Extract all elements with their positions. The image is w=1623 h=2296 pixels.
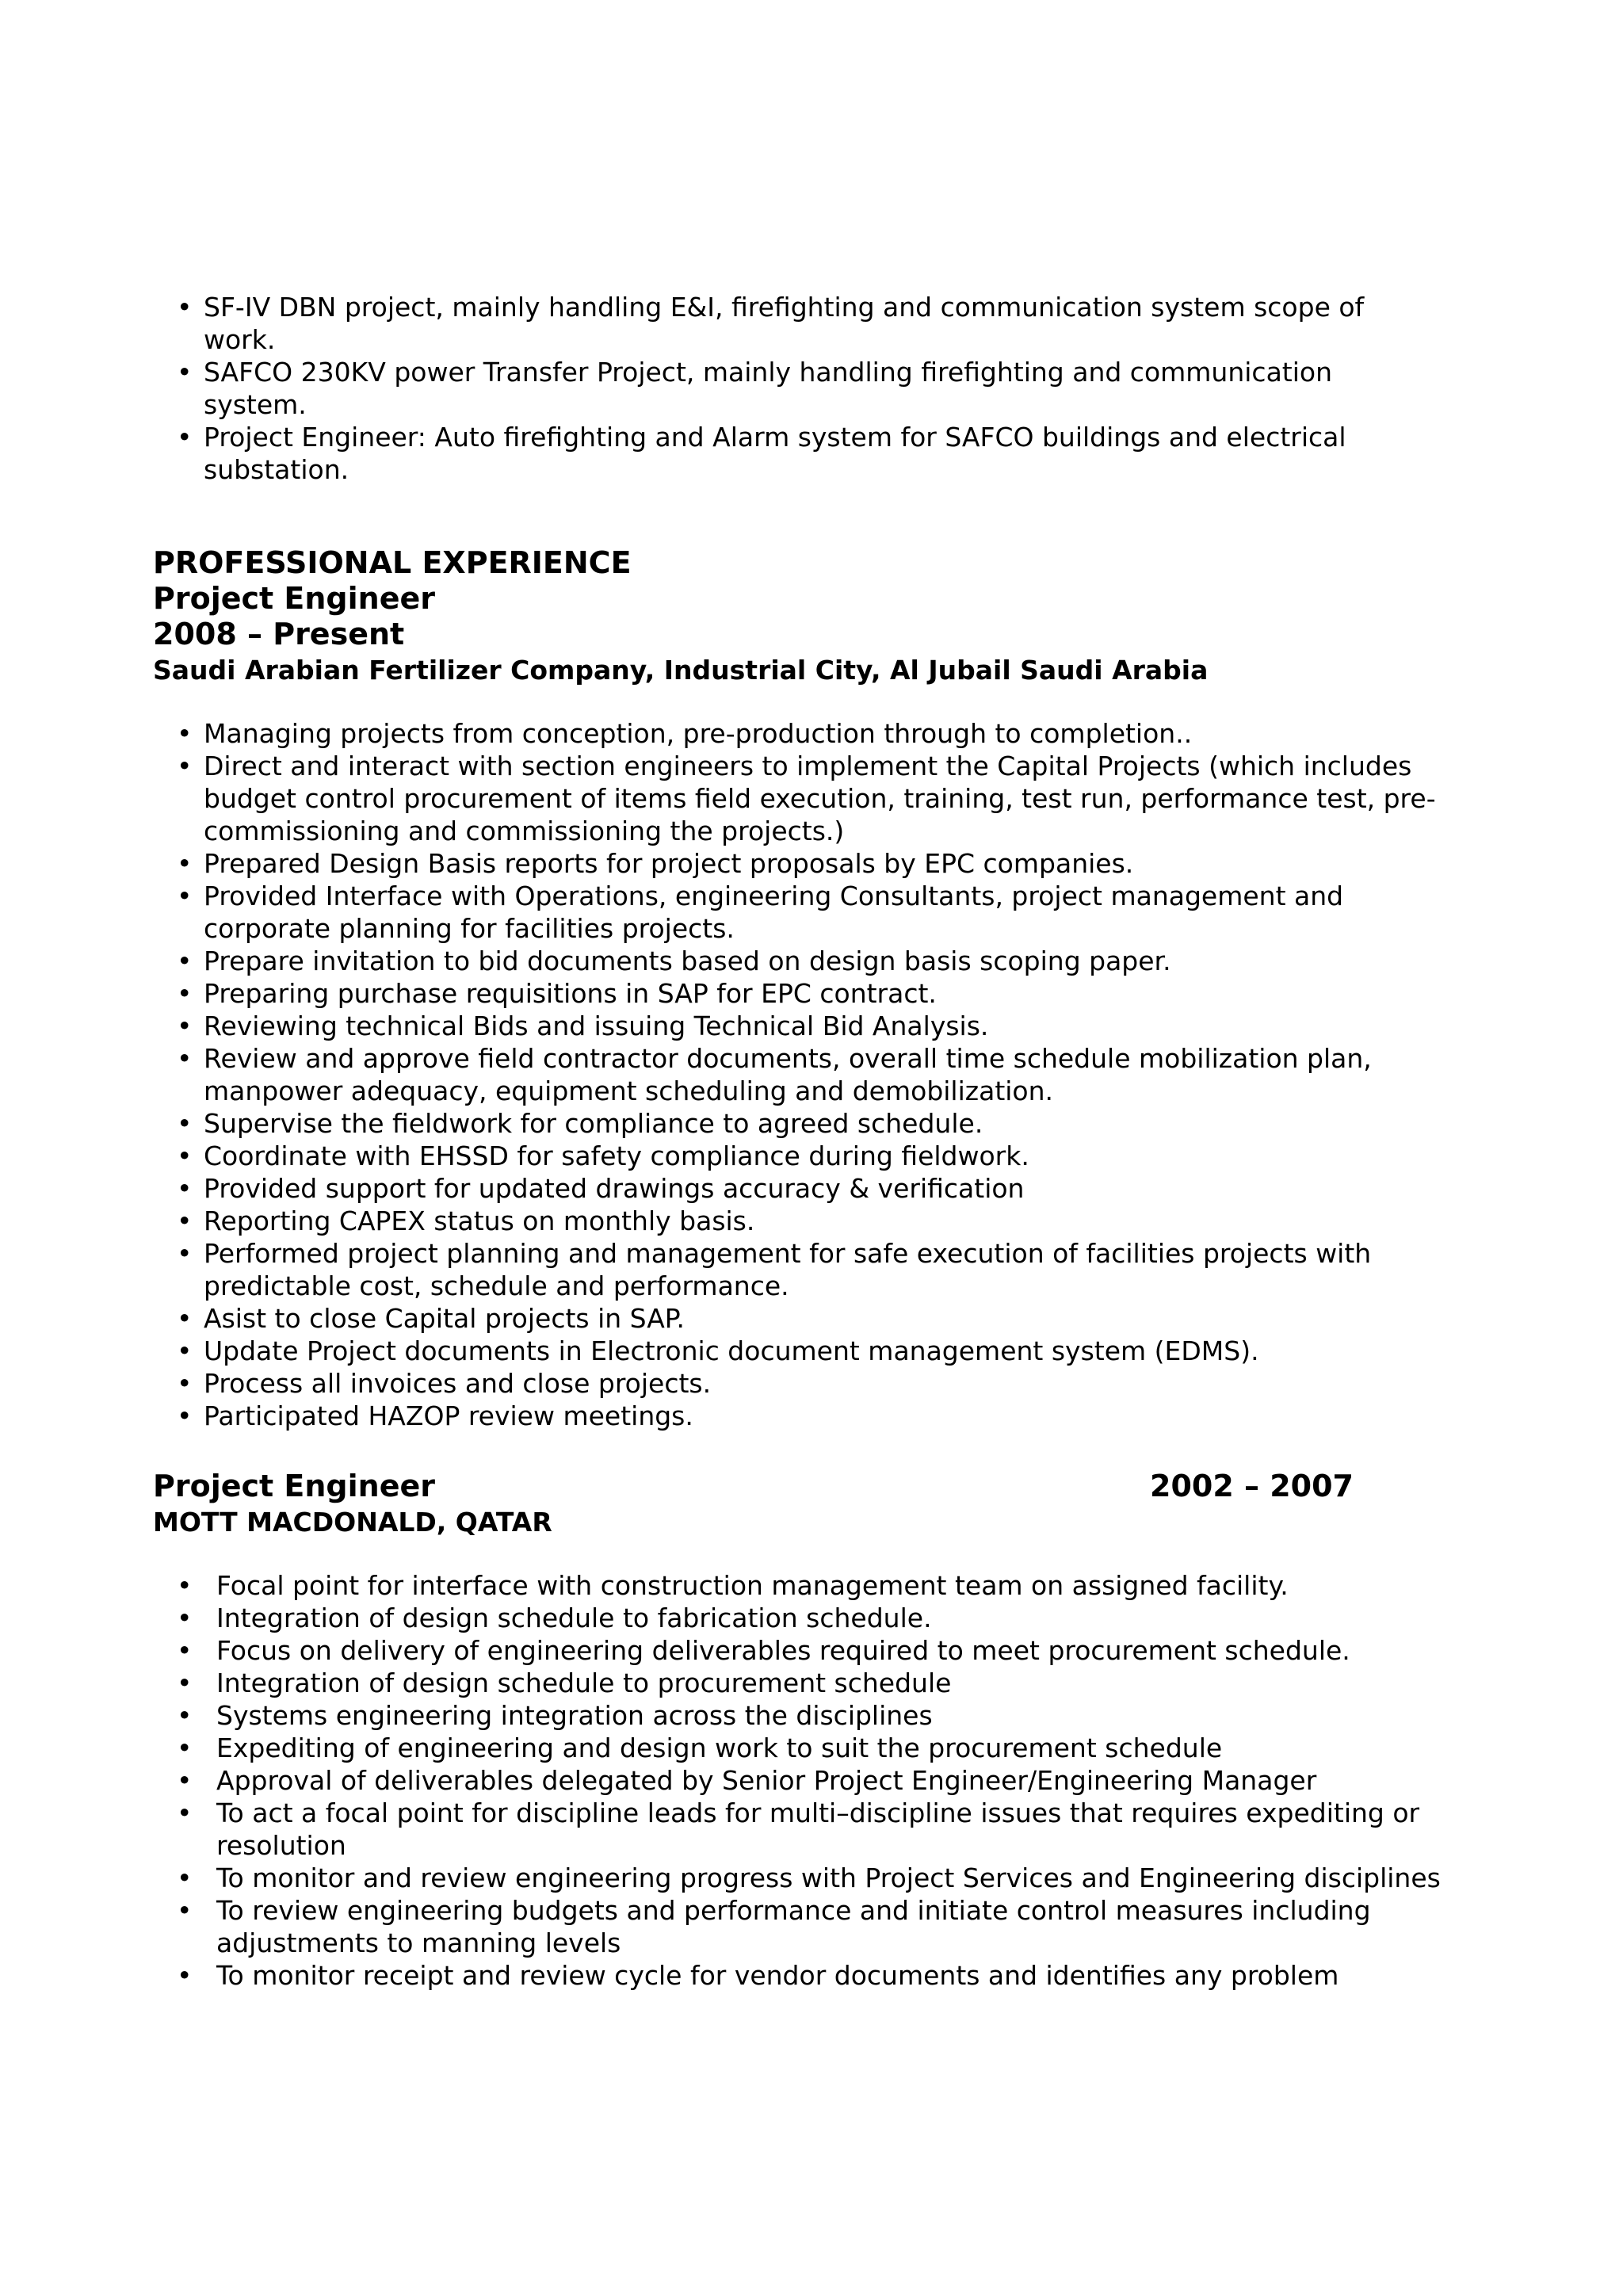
job1-title: Project Engineer (153, 581, 435, 616)
list-item: • Prepare invitation to bid documents based on design basis scoping paper. (153, 945, 1468, 977)
list-item: • Performed project planning and management for safe execution of facilities projects with predictable cost, schedule and performance. (153, 1237, 1468, 1302)
list-item: • Focal point for interface with construction management team on assigned facility. (153, 1569, 1453, 1602)
job1-dates: 2008 – Present (153, 617, 405, 651)
list-item: • Update Project documents in Electronic document management system (EDMS). (153, 1335, 1468, 1367)
list-item: • Project Engineer: Auto firefighting and Alarm system for SAFCO buildings and electrical substation. (153, 421, 1437, 486)
list-item: • Focus on delivery of engineering deliverables required to meet procurement schedule. (153, 1634, 1453, 1667)
list-item: • Reporting CAPEX status on monthly basis. (153, 1205, 1468, 1237)
list-item: • Managing projects from conception, pre-production through to completion.. (153, 717, 1468, 750)
list-item: • Asist to close Capital projects in SAP. (153, 1302, 1468, 1335)
list-item: • Supervise the fieldwork for compliance to agreed schedule. (153, 1107, 1468, 1140)
intro-bullet-list (153, 291, 1437, 486)
list-item: • Reviewing technical Bids and issuing Technical Bid Analysis. (153, 1010, 1468, 1042)
job2-bullet-list (153, 1569, 1453, 1992)
list-item: • To monitor receipt and review cycle for vendor documents and identifies any problem (153, 1959, 1453, 1992)
job1-company: Saudi Arabian Fertilizer Company, Industrial City, Al Jubail Saudi Arabia (153, 655, 1209, 686)
list-item: • Systems engineering integration across the disciplines (153, 1699, 1453, 1732)
list-item: • Expediting of engineering and design work to suit the procurement schedule (153, 1732, 1453, 1764)
list-item: • To monitor and review engineering progress with Project Services and Engineering disciplines (153, 1862, 1453, 1894)
list-item: • Participated HAZOP review meetings. (153, 1400, 1468, 1432)
list-item: • Process all invoices and close projects. (153, 1367, 1468, 1400)
list-item: • Approval of deliverables delegated by Senior Project Engineer/Engineering Manager (153, 1764, 1453, 1797)
list-item: • Provided support for updated drawings accuracy & verification (153, 1172, 1468, 1205)
list-item: • To review engineering budgets and performance and initiate control measures including adjustments to manning levels (153, 1894, 1453, 1959)
list-item: • Integration of design schedule to fabrication schedule. (153, 1602, 1453, 1634)
list-item: • Integration of design schedule to procurement schedule (153, 1667, 1453, 1699)
job2-title: Project Engineer (153, 1469, 435, 1503)
list-item: • SAFCO 230KV power Transfer Project, mainly handling firefighting and communication system. (153, 356, 1437, 421)
list-item: • Coordinate with EHSSD for safety compliance during fieldwork. (153, 1140, 1468, 1172)
job2-header (153, 1469, 1354, 1504)
list-item: • Direct and interact with section engineers to implement the Capital Projects (which includes budget control procurement of items field execution, training, test run, performance test, pre-commissioning and commissioning the projects.) (153, 750, 1468, 847)
list-item: • To act a focal point for discipline leads for multi–discipline issues that requires expediting or resolution (153, 1797, 1453, 1862)
list-item: • Prepared Design Basis reports for project proposals by EPC companies. (153, 847, 1468, 880)
section-title: PROFESSIONAL EXPERIENCE (153, 545, 632, 580)
job2-dates: 2002 – 2007 (1150, 1469, 1354, 1503)
job1-bullet-list (153, 717, 1468, 1432)
list-item: • Provided Interface with Operations, engineering Consultants, project management and corporate planning for facilities projects. (153, 880, 1468, 945)
list-item: • Review and approve field contractor documents, overall time schedule mobilization plan, manpower adequacy, equipment scheduling and demobilization. (153, 1042, 1468, 1107)
list-item: • SF-IV DBN project, mainly handling E&I, firefighting and communication system scope of work. (153, 291, 1437, 356)
job2-company: MOTT MACDONALD, QATAR (153, 1507, 552, 1538)
list-item: • Preparing purchase requisitions in SAP for EPC contract. (153, 977, 1468, 1010)
